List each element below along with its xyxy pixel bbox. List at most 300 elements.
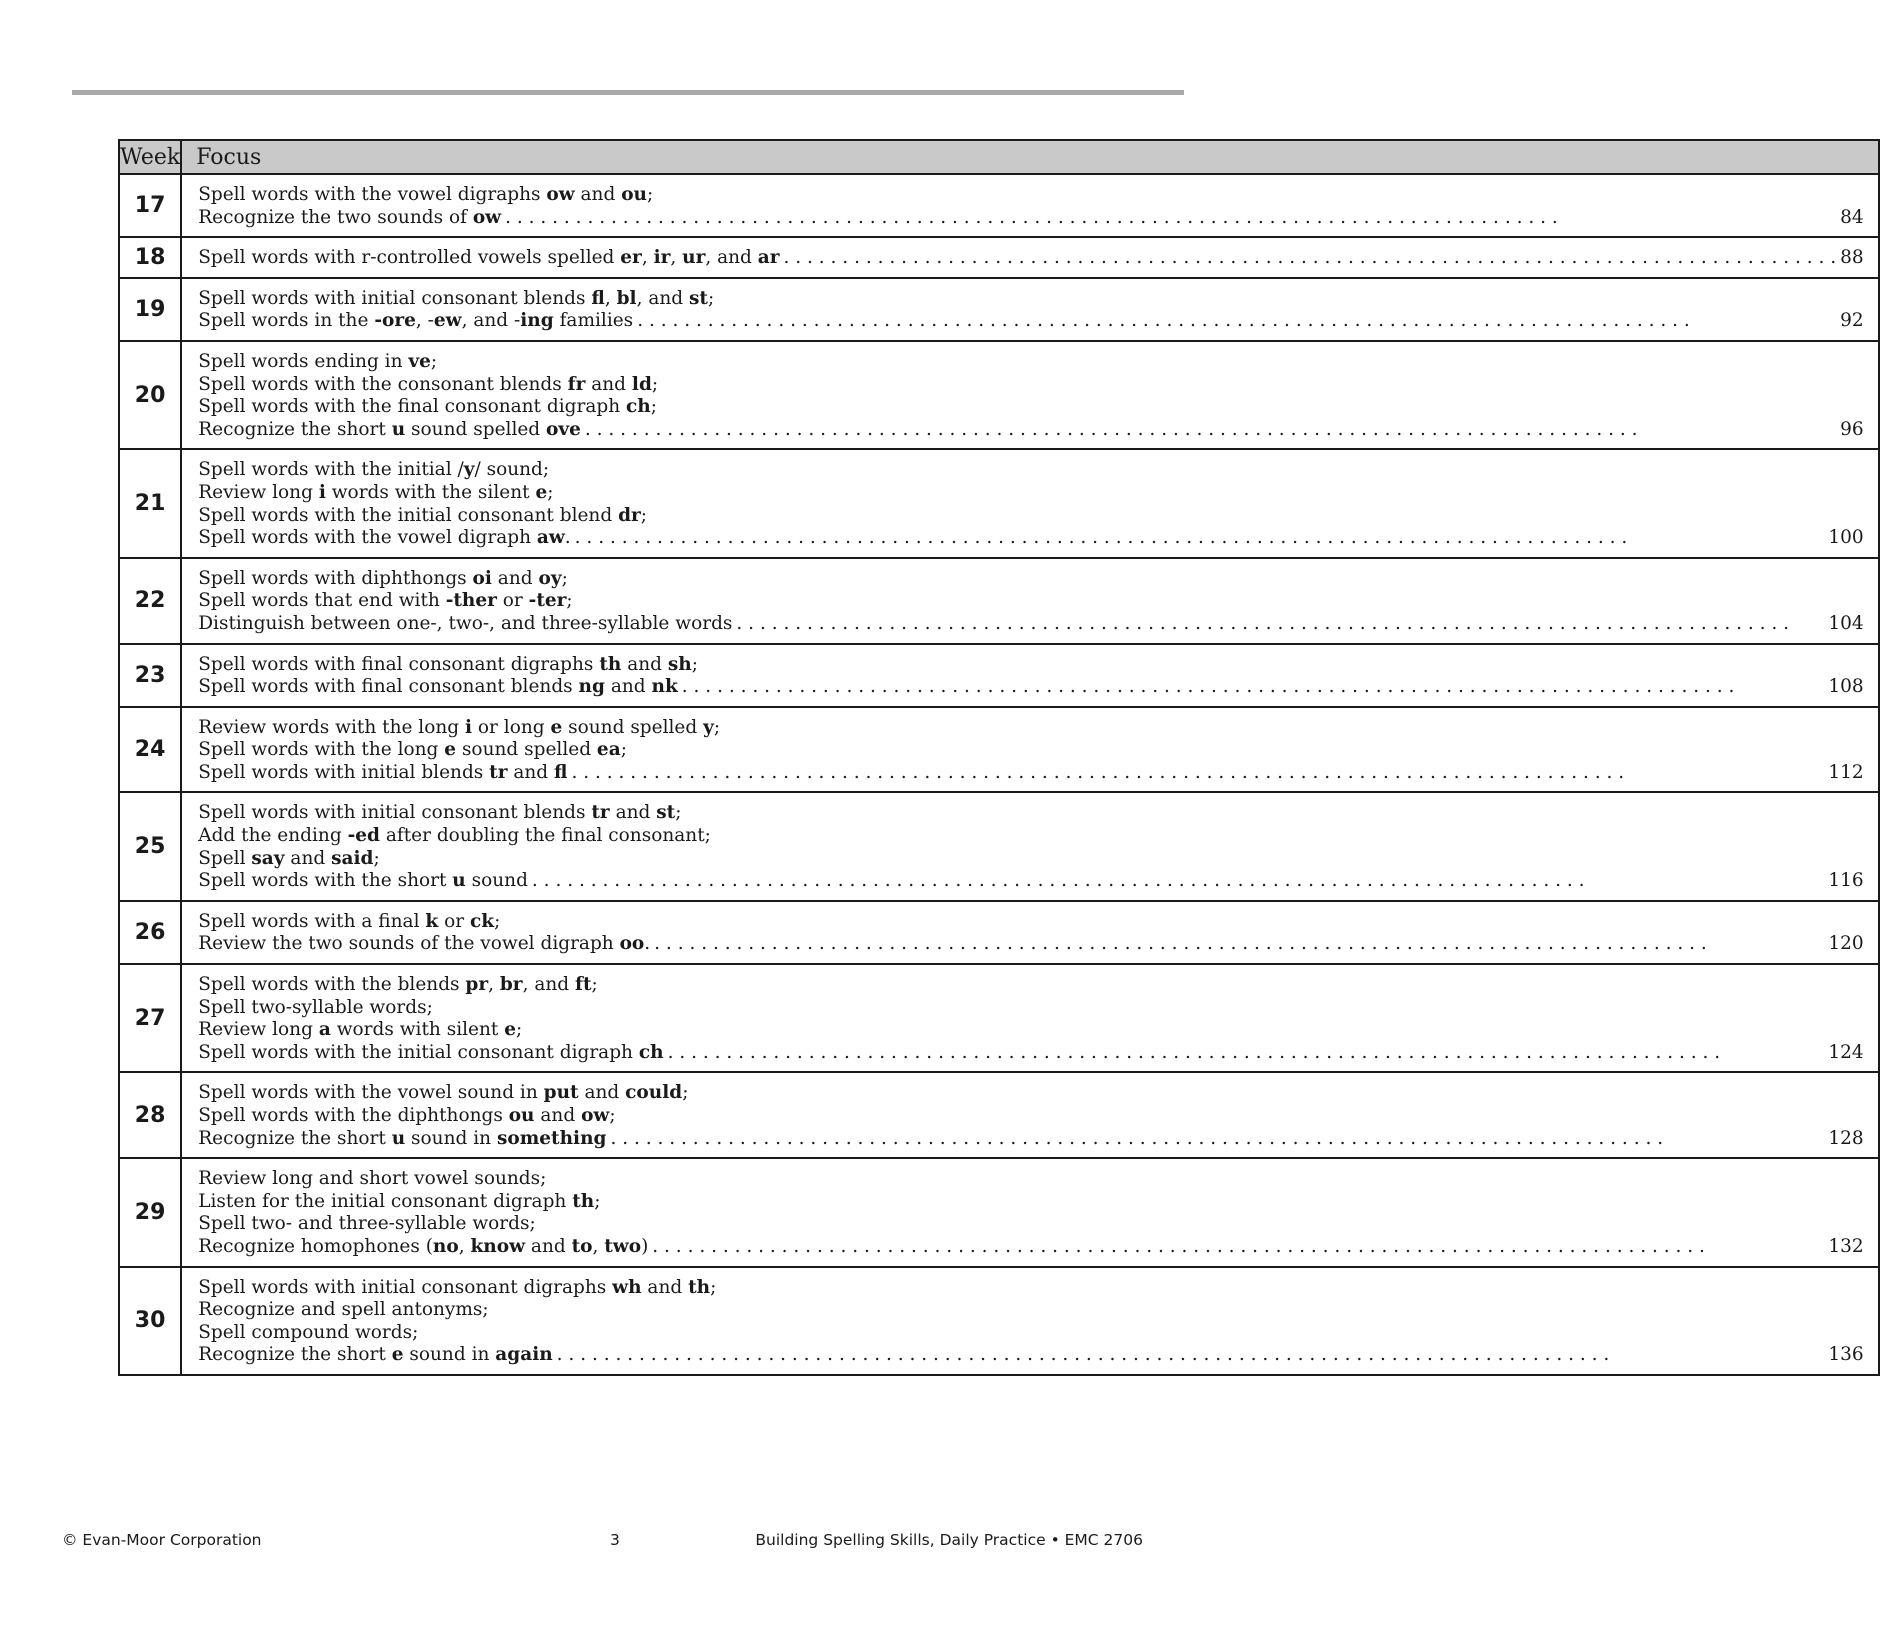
focus-line (198, 613, 1863, 636)
focus-text-segment: Spell words with the initial / (198, 459, 464, 481)
week-column-header: Week (119, 140, 181, 174)
dot-leader (532, 870, 1824, 893)
focus-text-segment: ; (682, 1082, 689, 1104)
focus-keyword: oy (538, 567, 562, 589)
focus-keyword: ea (596, 739, 621, 761)
focus-line (198, 1213, 1863, 1236)
focus-text (198, 802, 681, 823)
table-row (119, 341, 1879, 449)
focus-text (198, 207, 501, 230)
focus-keyword: dr (618, 504, 641, 526)
focus-text (198, 184, 653, 205)
focus-text-segment: ; (691, 653, 698, 675)
focus-line (198, 739, 1863, 762)
focus-line (198, 568, 1863, 591)
week-number: 25 (119, 792, 181, 900)
focus-text-segment: Spell words with the diphthongs (198, 1105, 509, 1126)
focus-cell (181, 237, 1878, 278)
focus-line (198, 848, 1863, 871)
focus-text (198, 1322, 418, 1343)
focus-text-segment: , (592, 1235, 605, 1257)
focus-keyword: i (318, 481, 326, 503)
focus-text-segment: sound spelled (562, 716, 704, 738)
page-reference: 84 (1840, 206, 1864, 228)
focus-text-segment: ; (710, 1276, 717, 1298)
focus-keyword: ch (626, 396, 651, 418)
focus-text-segment: ; (547, 481, 554, 503)
focus-keyword: ar (757, 247, 780, 269)
focus-line (198, 762, 1863, 785)
focus-text-segment: Spell words with the vowel sound in (198, 1082, 544, 1104)
focus-text (198, 1191, 600, 1212)
focus-text (198, 374, 658, 395)
focus-text-segment: Spell words with the long (198, 739, 445, 761)
focus-text-segment: Spell words with the initial consonant blend (198, 504, 619, 526)
dot-leader (585, 419, 1836, 442)
focus-text-segment: / sound; (474, 459, 550, 481)
week-number: 18 (119, 237, 181, 278)
dot-leader (637, 310, 1836, 333)
focus-text-segment: ; (646, 184, 654, 205)
focus-keyword: ir (653, 247, 671, 269)
focus-cell (181, 964, 1878, 1072)
focus-line (198, 1019, 1863, 1042)
focus-keyword: th (599, 653, 622, 675)
contents-table (118, 139, 1880, 1376)
focus-text-segment: ; (707, 287, 715, 309)
focus-line (198, 870, 1863, 893)
focus-text-segment: Spell compound words; (198, 1321, 419, 1343)
focus-text (198, 351, 437, 372)
focus-keyword: fl (554, 761, 568, 783)
focus-keyword: say (251, 847, 285, 869)
focus-cell (181, 558, 1878, 644)
focus-text (198, 997, 433, 1018)
focus-text-segment: and (574, 184, 622, 205)
focus-text-segment: ; (650, 396, 657, 418)
focus-keyword: ove (546, 418, 581, 440)
focus-text-segment: Spell words with initial consonant digraphs (198, 1276, 613, 1298)
dot-leader (652, 1236, 1824, 1259)
focus-text (198, 848, 380, 869)
focus-text-segment: Spell words with initial consonant blends (198, 802, 592, 824)
focus-keyword: ou (621, 184, 647, 205)
focus-text-segment: Spell (198, 847, 252, 869)
page-reference: 96 (1840, 418, 1864, 440)
focus-line (198, 825, 1863, 848)
focus-text-segment: Spell words with the final consonant digraph (198, 396, 626, 418)
focus-text-segment: Distinguish between one-, two-, and three-syllable words (198, 612, 733, 634)
focus-text (198, 911, 500, 932)
table-row (119, 901, 1879, 964)
focus-text-segment: sound in (405, 1127, 497, 1149)
focus-text-segment: Recognize and spell antonyms; (198, 1299, 489, 1321)
focus-text-segment: ; (651, 373, 659, 395)
focus-text (198, 396, 657, 417)
week-number: 24 (119, 707, 181, 793)
focus-text (198, 1236, 648, 1259)
week-number: 21 (119, 449, 181, 557)
focus-text-segment: Spell words with the blends (198, 974, 466, 996)
dot-leader (736, 613, 1824, 636)
focus-text-segment: . (644, 933, 651, 955)
focus-keyword: nk (651, 676, 678, 698)
focus-text (198, 676, 678, 699)
focus-keyword: no (432, 1235, 459, 1257)
table-row (119, 1072, 1879, 1158)
focus-line (198, 1128, 1863, 1151)
focus-line (198, 1322, 1863, 1345)
focus-text (198, 419, 581, 442)
focus-keyword: something (496, 1127, 607, 1149)
page-reference: 132 (1828, 1235, 1864, 1257)
week-number: 28 (119, 1072, 181, 1158)
focus-text-segment: and (284, 847, 332, 869)
focus-text-segment: sound in (403, 1344, 496, 1366)
focus-keyword: y (703, 716, 714, 738)
focus-keyword: st (656, 802, 676, 824)
focus-text-segment: Review the two sounds of the vowel digraph (198, 933, 620, 955)
focus-text-segment: and (578, 1082, 626, 1104)
dot-leader (610, 1128, 1824, 1151)
focus-line (198, 590, 1863, 613)
focus-text-segment: Recognize the short (198, 418, 392, 440)
focus-text-segment: ; (591, 974, 598, 996)
focus-keyword: u (452, 870, 466, 892)
focus-keyword: ft (575, 974, 592, 996)
focus-keyword: ou (508, 1105, 535, 1126)
focus-text-segment: ; (713, 716, 721, 738)
focus-text-segment: and (621, 653, 668, 675)
focus-text-segment: Spell words with the vowel digraph (198, 527, 537, 549)
dot-leader (784, 247, 1837, 270)
focus-text (198, 1082, 688, 1103)
dot-leader (575, 527, 1825, 550)
table-body (119, 174, 1879, 1375)
week-number: 26 (119, 901, 181, 964)
page-reference: 88 (1840, 247, 1864, 269)
focus-text (198, 717, 720, 738)
focus-text-segment: ; (566, 590, 573, 612)
focus-text (198, 1105, 615, 1126)
focus-text-segment: Spell two-syllable words; (198, 996, 433, 1018)
focus-text-segment: ; (609, 1105, 616, 1126)
focus-text-segment: Review words with the long (198, 716, 465, 738)
focus-text-segment: Spell words with final consonant blends (198, 676, 579, 698)
focus-line (198, 505, 1863, 528)
table-row (119, 1158, 1879, 1266)
focus-cell (181, 449, 1878, 557)
table-row (119, 707, 1879, 793)
focus-keyword: e (444, 739, 457, 761)
table-row (119, 558, 1879, 644)
focus-keyword: u (391, 1127, 406, 1149)
dot-leader (557, 1344, 1825, 1367)
focus-text (198, 739, 627, 760)
focus-text (198, 1299, 488, 1320)
focus-text-segment: Recognize the two sounds of (198, 206, 473, 228)
table-row (119, 792, 1879, 900)
focus-keyword: know (470, 1235, 526, 1257)
focus-text-segment: , (604, 287, 617, 309)
focus-keyword: -ed (347, 825, 380, 847)
focus-cell (181, 901, 1878, 964)
focus-text (198, 1042, 663, 1065)
focus-text-segment: and (641, 1276, 689, 1298)
focus-text-segment: Review long (198, 1019, 319, 1041)
focus-cell (181, 1267, 1878, 1375)
table-row (119, 174, 1879, 237)
focus-text-segment: Spell words with initial consonant blends (198, 287, 592, 309)
focus-keyword: y (463, 459, 475, 481)
page-reference: 104 (1828, 612, 1864, 634)
focus-text-segment: Add the ending (198, 825, 348, 847)
week-number: 20 (119, 341, 181, 449)
focus-line (198, 1344, 1863, 1367)
focus-text (198, 933, 650, 956)
focus-text-segment: words with the silent (325, 481, 536, 503)
focus-line (198, 527, 1863, 550)
focus-text-segment: and (491, 567, 539, 589)
focus-keyword: ng (578, 676, 605, 698)
focus-text-segment: , and (705, 247, 758, 269)
focus-line (198, 247, 1863, 270)
focus-keyword: ur (682, 247, 706, 269)
focus-text (198, 590, 572, 611)
focus-text-segment: Spell words with the initial consonant digraph (198, 1041, 639, 1063)
focus-line (198, 459, 1863, 482)
focus-keyword: sh (667, 653, 692, 675)
focus-text (198, 654, 698, 675)
focus-text (198, 1168, 546, 1189)
focus-text (198, 482, 553, 503)
focus-text-segment: , (641, 247, 654, 269)
focus-text-segment: ; (430, 350, 438, 372)
focus-text-segment: Review long and short vowel sounds; (198, 1168, 547, 1190)
focus-line (198, 419, 1863, 442)
focus-text-segment: Spell two- and three-syllable words; (198, 1213, 536, 1235)
focus-text (198, 288, 714, 309)
focus-line (198, 1299, 1863, 1322)
focus-keyword: er (620, 247, 642, 269)
focus-text-segment: Listen for the initial consonant digraph (198, 1190, 573, 1212)
focus-line (198, 1105, 1863, 1128)
week-number: 19 (119, 278, 181, 341)
focus-keyword: ch (638, 1041, 664, 1063)
focus-text-segment: Spell words with initial blends (198, 761, 490, 783)
focus-line (198, 1236, 1863, 1259)
focus-cell (181, 174, 1878, 237)
focus-line (198, 1082, 1863, 1105)
focus-line (198, 184, 1863, 207)
focus-text-segment: Spell words with the consonant blends (198, 373, 568, 395)
focus-text (198, 825, 711, 846)
focus-text-segment: , (488, 974, 500, 996)
page-reference: 116 (1828, 870, 1864, 892)
focus-line (198, 717, 1863, 740)
dot-leader (571, 762, 1824, 785)
focus-line (198, 911, 1863, 934)
focus-line (198, 374, 1863, 397)
focus-text-segment: sound spelled (405, 418, 547, 440)
focus-text-segment: , and - (461, 310, 521, 332)
footer-page-number: 3 (610, 1531, 620, 1549)
focus-text (198, 247, 779, 270)
focus-keyword: again (495, 1344, 553, 1366)
focus-keyword: wh (612, 1276, 642, 1298)
focus-line (198, 1277, 1863, 1300)
focus-keyword: fl (591, 287, 605, 309)
focus-text (198, 1344, 552, 1367)
focus-line (198, 288, 1863, 311)
focus-cell (181, 1158, 1878, 1266)
focus-keyword: -ore (374, 310, 416, 332)
focus-text (198, 613, 732, 636)
focus-line (198, 351, 1863, 374)
focus-text (198, 870, 528, 893)
dot-leader (682, 676, 1825, 699)
focus-text-segment: families (553, 310, 634, 332)
table-row (119, 449, 1879, 557)
page-reference: 128 (1828, 1127, 1864, 1149)
focus-keyword: to (571, 1235, 593, 1257)
focus-text-segment: Recognize the short (198, 1127, 392, 1149)
focus-text-segment: sound (465, 870, 528, 892)
focus-text (198, 459, 549, 480)
focus-text-segment: or (438, 910, 470, 932)
focus-keyword: br (499, 974, 523, 996)
page-reference: 136 (1828, 1344, 1864, 1366)
focus-cell (181, 1072, 1878, 1158)
focus-keyword: ck (469, 910, 495, 932)
focus-keyword: ow (472, 206, 502, 228)
focus-text-segment: ; (494, 910, 501, 932)
focus-text-segment: and (609, 802, 657, 824)
focus-text-segment: or long (472, 716, 551, 738)
focus-text-segment: Spell words in the (198, 310, 375, 332)
focus-keyword: ing (520, 310, 554, 332)
table-header-row (119, 140, 1879, 174)
focus-cell (181, 792, 1878, 900)
focus-text-segment: or (496, 590, 529, 612)
page-reference: 100 (1828, 527, 1864, 549)
week-number: 29 (119, 1158, 181, 1266)
focus-text-segment: ; (640, 504, 647, 526)
focus-text-segment: Spell words with final consonant digraphs (198, 653, 600, 675)
focus-keyword: th (688, 1276, 711, 1298)
focus-cell (181, 707, 1878, 793)
focus-keyword: pr (465, 974, 489, 996)
dot-leader (654, 933, 1824, 956)
focus-line (198, 933, 1863, 956)
week-number: 30 (119, 1267, 181, 1375)
focus-keyword: e (391, 1344, 404, 1366)
focus-keyword: fr (567, 373, 586, 395)
focus-keyword: two (604, 1235, 642, 1257)
focus-text-segment: after doubling the final consonant; (379, 825, 711, 847)
focus-keyword: st (689, 287, 708, 309)
focus-text-segment: , - (415, 310, 434, 332)
focus-keyword: could (625, 1082, 683, 1104)
focus-text (198, 568, 568, 589)
week-number: 22 (119, 558, 181, 644)
focus-keyword: tr (591, 802, 610, 824)
focus-line (198, 482, 1863, 505)
focus-text-segment: Spell words with the short (198, 870, 453, 892)
focus-text-segment: Review long (198, 481, 319, 503)
focus-keyword: i (465, 716, 473, 738)
footer-book-title: Building Spelling Skills, Daily Practice • EMC 2706 (755, 1531, 1143, 1549)
focus-text-segment: , (458, 1235, 471, 1257)
focus-line (198, 207, 1863, 230)
focus-text-segment: and (604, 676, 652, 698)
focus-text-segment: words with silent (330, 1019, 505, 1041)
page-reference: 124 (1828, 1041, 1864, 1063)
dot-leader (505, 207, 1836, 230)
focus-text-segment: Spell words with the vowel digraphs (198, 184, 547, 205)
table-row (119, 278, 1879, 341)
focus-line (198, 676, 1863, 699)
focus-text (198, 762, 567, 785)
week-number: 17 (119, 174, 181, 237)
focus-line (198, 997, 1863, 1020)
focus-keyword: ld (631, 373, 652, 395)
page-reference: 120 (1828, 933, 1864, 955)
focus-text-segment: and (534, 1105, 582, 1126)
week-number: 23 (119, 644, 181, 707)
focus-text-segment: Recognize homophones ( (198, 1235, 433, 1257)
table-row (119, 237, 1879, 278)
focus-text-segment: Spell words with a final (198, 910, 426, 932)
page-reference: 112 (1828, 761, 1864, 783)
focus-keyword: -ter (528, 590, 567, 612)
focus-keyword: u (391, 418, 406, 440)
focus-keyword: e (550, 716, 563, 738)
focus-text-segment: and (525, 1235, 572, 1257)
page-reference: 92 (1840, 310, 1864, 332)
focus-text-segment: . (564, 527, 571, 549)
focus-keyword: k (425, 910, 439, 932)
focus-text-segment: and (507, 761, 555, 783)
focus-text (198, 1128, 606, 1151)
focus-text (198, 310, 633, 333)
focus-line (198, 654, 1863, 677)
focus-line (198, 310, 1863, 333)
focus-text-segment: Spell words with r-controlled vowels spelled (198, 247, 621, 269)
focus-text-segment: ; (373, 847, 380, 869)
focus-text-segment: ; (561, 567, 568, 589)
focus-text-segment: ; (675, 802, 682, 824)
focus-keyword: aw (536, 527, 565, 549)
focus-text-segment: ; (594, 1190, 601, 1212)
focus-text-segment: ; (620, 739, 627, 761)
focus-text (198, 1019, 522, 1040)
dot-leader (668, 1042, 1825, 1065)
focus-keyword: tr (489, 761, 508, 783)
focus-line (198, 974, 1863, 997)
focus-text-segment: ; (516, 1019, 523, 1041)
focus-text-segment: , and (522, 974, 575, 996)
focus-cell (181, 278, 1878, 341)
table-row (119, 964, 1879, 1072)
focus-line (198, 802, 1863, 825)
page-reference: 108 (1828, 676, 1864, 698)
focus-text-segment: , (670, 247, 683, 269)
focus-text (198, 1277, 716, 1298)
focus-text-segment: and (585, 373, 632, 395)
week-number: 27 (119, 964, 181, 1072)
focus-line (198, 1042, 1863, 1065)
